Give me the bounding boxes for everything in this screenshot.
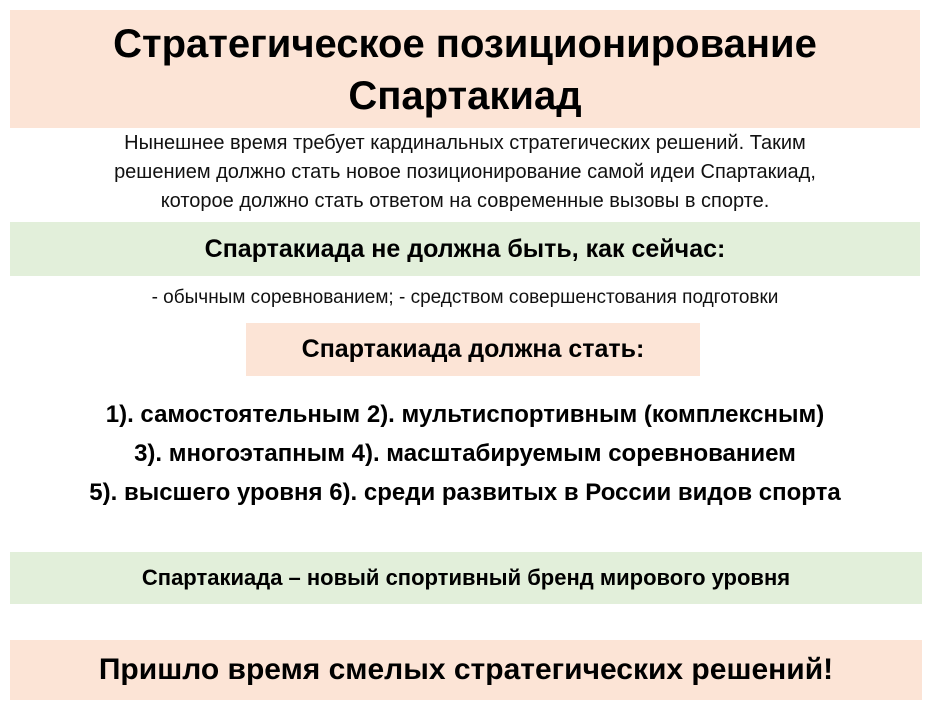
criteria-line-2: 3). многоэтапным 4). масштабируемым соревнованием [134, 440, 796, 467]
intro-line-1: Нынешнее время требует кардинальных стратегических решений. Таким [124, 132, 806, 154]
intro-line-3: которое должно стать ответом на современные вызовы в спорте. [160, 190, 770, 212]
brand-statement: Спартакиада – новый спортивный бренд мирового уровня [141, 565, 791, 590]
intro-line-2: решением должно стать новое позиционирование самой идеи Спартакиад, [114, 161, 816, 183]
must-heading-banner [246, 323, 700, 376]
slide-title-line-2: Спартакиад [348, 74, 582, 118]
must-heading: Спартакиада должна стать: [301, 335, 645, 363]
slide-title-line-1: Стратегическое позиционирование [113, 22, 817, 66]
slide-title [10, 10, 920, 122]
brand-banner [10, 552, 922, 604]
title-banner [10, 10, 920, 128]
criteria-line-3: 5). высшего уровня 6). среди развитых в России видов спорта [89, 479, 841, 506]
not-items-text: - обычным соревнованием; - средством совершенстования подготовки [151, 287, 779, 308]
not-heading: Спартакиада не должна быть, как сейчас: [204, 235, 726, 263]
not-heading-banner [10, 222, 920, 276]
call-to-action: Пришло время смелых стратегических решений! [98, 653, 834, 686]
intro-paragraph [10, 129, 920, 216]
call-to-action-banner [10, 640, 922, 700]
criteria-list [10, 395, 920, 512]
criteria-line-1: 1). самостоятельным 2). мультиспортивным (комплексным) [105, 401, 825, 428]
